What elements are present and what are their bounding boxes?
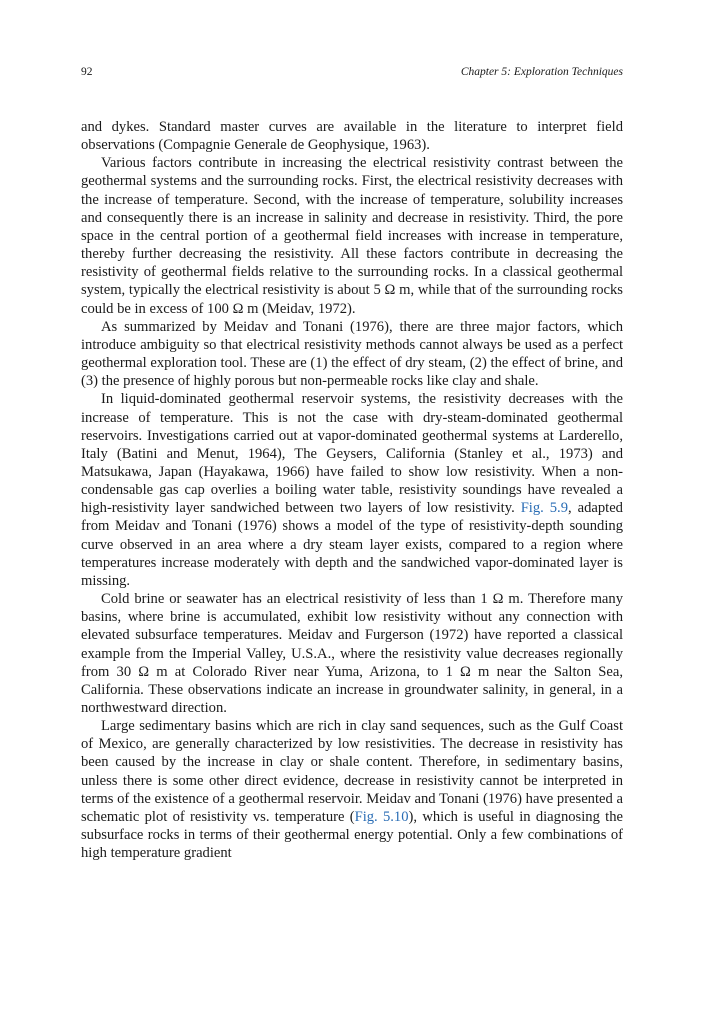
paragraph-text: , adapted from Meidav and Tonani (1976) shows a model of the type of resistivity-depth sounding curve observed in an area where a dry steam layer exists, compared to a region where temperatures increase moderately with depth and the sandwiched vapor-dominated layer is missing. [81, 500, 623, 589]
paragraph [81, 154, 623, 317]
figure-reference-link[interactable]: Fig. 5.10 [354, 808, 409, 825]
paragraph-text: and dykes. Standard master curves are available in the literature to interpret field observations (Compagnie Generale de Geophysique, 1963). [81, 119, 623, 154]
chapter-title: Chapter 5: Exploration Techniques [460, 66, 623, 78]
paragraph [81, 390, 623, 590]
paragraph [81, 717, 623, 862]
body-text [81, 118, 623, 862]
paragraph-text: Various factors contribute in increasing the electrical resistivity contrast between the geothermal systems and the surrounding rocks. First, the electrical resistivity decreases with the increase of temperature. Second, with the increase of temperature, solubility increases and consequently there is an increase in salinity and decrease in resistivity. Third, the pore space in the central portion of a geothermal field increases with increase in temperature, thereby further decreasing the resistivity. All these factors contribute in decreasing the resistivity of geothermal fields relative to the surrounding rocks. In a classical geothermal system, typically the electrical resistivity is about 5 Ω m, while that of the surrounding rocks could be in excess of 100 Ω m (Meidav, 1972). [81, 155, 623, 317]
figure-reference-link[interactable]: Fig. 5.9 [520, 500, 568, 517]
paragraph-text: In liquid-dominated geothermal reservoir systems, the resistivity decreases with the increase of temperature. This is not the case with dry-steam-dominated geothermal reservoirs. Investigations carried out at vapor-dominated geothermal systems at Larderello, Italy (Batini and Menut, 1964), The Geysers, California (Stanley et al., 1973) and Matsukawa, Japan (Hayakawa, 1966) have failed to show low resistivity. When a non-condensable gas cap overlies a boiling water table, resistivity soundings have revealed a high-resistivity layer sandwiched between two layers of low resistivity. [81, 391, 623, 517]
paragraph-text: ), which is useful in diagnosing the subsurface rocks in terms of their geothermal energy potential. Only a few combinations of high temperature gradient [81, 808, 623, 862]
paragraph-text: As summarized by Meidav and Tonani (1976), there are three major factors, which introduce ambiguity so that electrical resistivity methods cannot always be used as a perfect geothermal exploration tool. These are (1) the effect of dry steam, (2) the effect of brine, and (3) the presence of highly porous but non-permeable rocks like clay and shale. [81, 318, 623, 390]
paragraph [81, 318, 623, 391]
paragraph-text: Large sedimentary basins which are rich in clay sand sequences, such as the Gulf Coast of Mexico, are generally characterized by low resistivities. The decrease in resistivity has been caused by the increase in clay or shale content. Therefore, in sedimentary basins, unless there is some other direct evidence, decrease in resistivity cannot be interpreted in terms of the existence of a geothermal reservoir. Meidav and Tonani (1976) have presented a schematic plot of resistivity vs. temperature ( [81, 718, 623, 825]
running-header [81, 66, 623, 78]
paragraph-text: Cold brine or seawater has an electrical resistivity of less than 1 Ω m. Therefore many basins, where brine is accumulated, exhibit low resistivity without any connection with elevated subsurface temperatures. Meidav and Furgerson (1972) have reported a classical example from the Imperial Valley, U.S.A., where the resistivity value decreases regionally from 30 Ω m at Colorado River near Yuma, Arizona, to 1 Ω m near the Salton Sea, California. These observations indicate an increase in groundwater salinity, in general, in a northwestward direction. [81, 591, 623, 716]
paragraph [81, 118, 623, 154]
page-number: 92 [81, 66, 93, 78]
paragraph [81, 590, 623, 717]
